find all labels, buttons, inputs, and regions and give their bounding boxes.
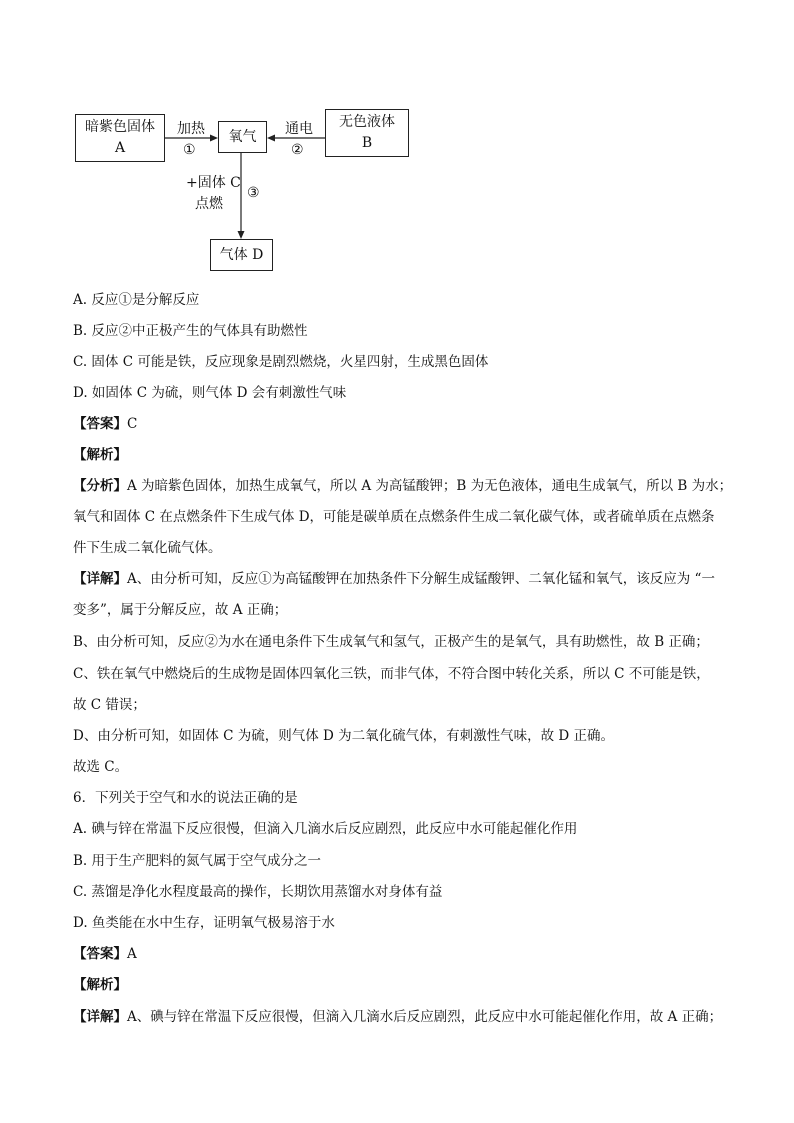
arrow-2-bottom-label: ② [291, 142, 304, 158]
box-d-label: 气体 D [219, 246, 264, 263]
q6-option-d: D. 鱼类能在水中生存，证明氧气极易溶于水 [73, 915, 335, 931]
q6-xiangjie-tag: 【详解】 [73, 1009, 127, 1025]
box-b-line2: B [361, 135, 373, 151]
q5-answer [73, 414, 733, 434]
q5-xiangjie-line-1 [73, 569, 733, 589]
q5-xiangjie-line-2: 变多”，属于分解反应，故 A 正确； [73, 602, 288, 618]
arrow-1-head [210, 135, 218, 142]
q6-analysis-tag: 【解析】 [73, 977, 127, 993]
q5-xiangjie-line-4: C、铁在氧气中燃烧后的生成物是固体四氧化三铁，而非气体，不符合图中转化关系，所以 C 不可能是铁， [73, 666, 710, 682]
q5-analysis-tag: 【解析】 [73, 447, 127, 463]
arrow-1-top-label: 加热 [177, 121, 205, 137]
q6-xiangjie-text: A、碘与锌在常温下反应很慢，但滴入几滴水后反应剧烈，此反应中水可能起催化作用，故 A 正确； [127, 1009, 723, 1025]
arrow-2-head [267, 135, 275, 142]
q5-xiangjie-line-6: D、由分析可知，如固体 C 为硫，则气体 D 为二氧化硫气体，有刺激性气味，故 D 正确。 [73, 728, 615, 744]
q5-option-b: B. 反应②中正极产生的气体具有助燃性 [73, 323, 308, 339]
q6-xiangjie-line-1 [73, 1007, 733, 1027]
q5-fenxi-text-1: A 为暗紫色固体，加热生成氧气，所以 A 为高锰酸钾；B 为无色液体，通电生成氧气，所以 B 为水； [127, 478, 733, 494]
q5-xiangjie-tag: 【详解】 [73, 571, 127, 587]
q6-option-c: C. 蒸馏是净化水程度最高的操作，长期饮用蒸馏水对身体有益 [73, 884, 443, 900]
q6-stem: 6．下列关于空气和水的说法正确的是 [73, 790, 298, 806]
q5-xiangjie-text-1: A、由分析可知，反应①为高锰酸钾在加热条件下分解生成锰酸钾、二氧化锰和氧气，该反应为 “一 [127, 571, 715, 587]
q6-answer-tag: 【答案】 [73, 946, 127, 962]
diagram-arrows [0, 0, 794, 300]
q5-analysis-heading [73, 445, 733, 465]
arrow-1-bottom-label: ① [183, 142, 196, 158]
box-b-line1: 无色液体 [339, 114, 395, 130]
box-a-line1: 暗紫色固体 [85, 119, 155, 135]
box-oxygen-label: 氧气 [228, 128, 257, 145]
q5-fenxi-line-3: 件下生成二氧化硫气体。 [73, 540, 222, 556]
box-a-line2: A [114, 140, 126, 156]
arrow-3-head [238, 231, 245, 239]
q6-option-b: B. 用于生产肥料的氮气属于空气成分之一 [73, 853, 322, 869]
q5-fenxi-tag: 【分析】 [73, 478, 127, 494]
arrow-2-top-label: 通电 [285, 121, 313, 137]
q5-option-d: D. 如固体 C 为硫，则气体 D 会有刺激性气味 [73, 385, 347, 401]
q5-xiangjie-line-3: B、由分析可知，反应②为水在通电条件下生成氧气和氢气，正极产生的是氧气，具有助燃性，故 B 正确； [73, 634, 709, 650]
q6-answer [73, 944, 733, 964]
arrow-3-right-label: ③ [247, 185, 260, 201]
q5-answer-tag: 【答案】 [73, 416, 127, 432]
q6-answer-value: A [127, 946, 137, 962]
q5-xiangjie-line-5: 故 C 错误； [73, 697, 146, 713]
q5-answer-value: C [127, 416, 138, 432]
q5-fenxi-line-2: 氧气和固体 C 在点燃条件下生成气体 D，可能是碳单质在点燃条件生成二氧化碳气体，或者硫单质在点燃条 [73, 509, 715, 525]
q5-option-a: A. 反应①是分解反应 [73, 292, 200, 308]
arrow-3-left-label-2: 点燃 [195, 196, 223, 212]
q5-xiangjie-line-7: 故选 C。 [73, 759, 129, 775]
q5-option-c: C. 固体 C 可能是铁，反应现象是剧烈燃烧，火星四射，生成黑色固体 [73, 354, 489, 370]
q5-fenxi-line-1 [73, 476, 733, 496]
arrow-3-left-label-1: +固体 C [186, 175, 241, 191]
q6-option-a: A. 碘与锌在常温下反应很慢，但滴入几滴水后反应剧烈，此反应中水可能起催化作用 [73, 821, 578, 837]
q6-analysis-heading [73, 975, 733, 995]
